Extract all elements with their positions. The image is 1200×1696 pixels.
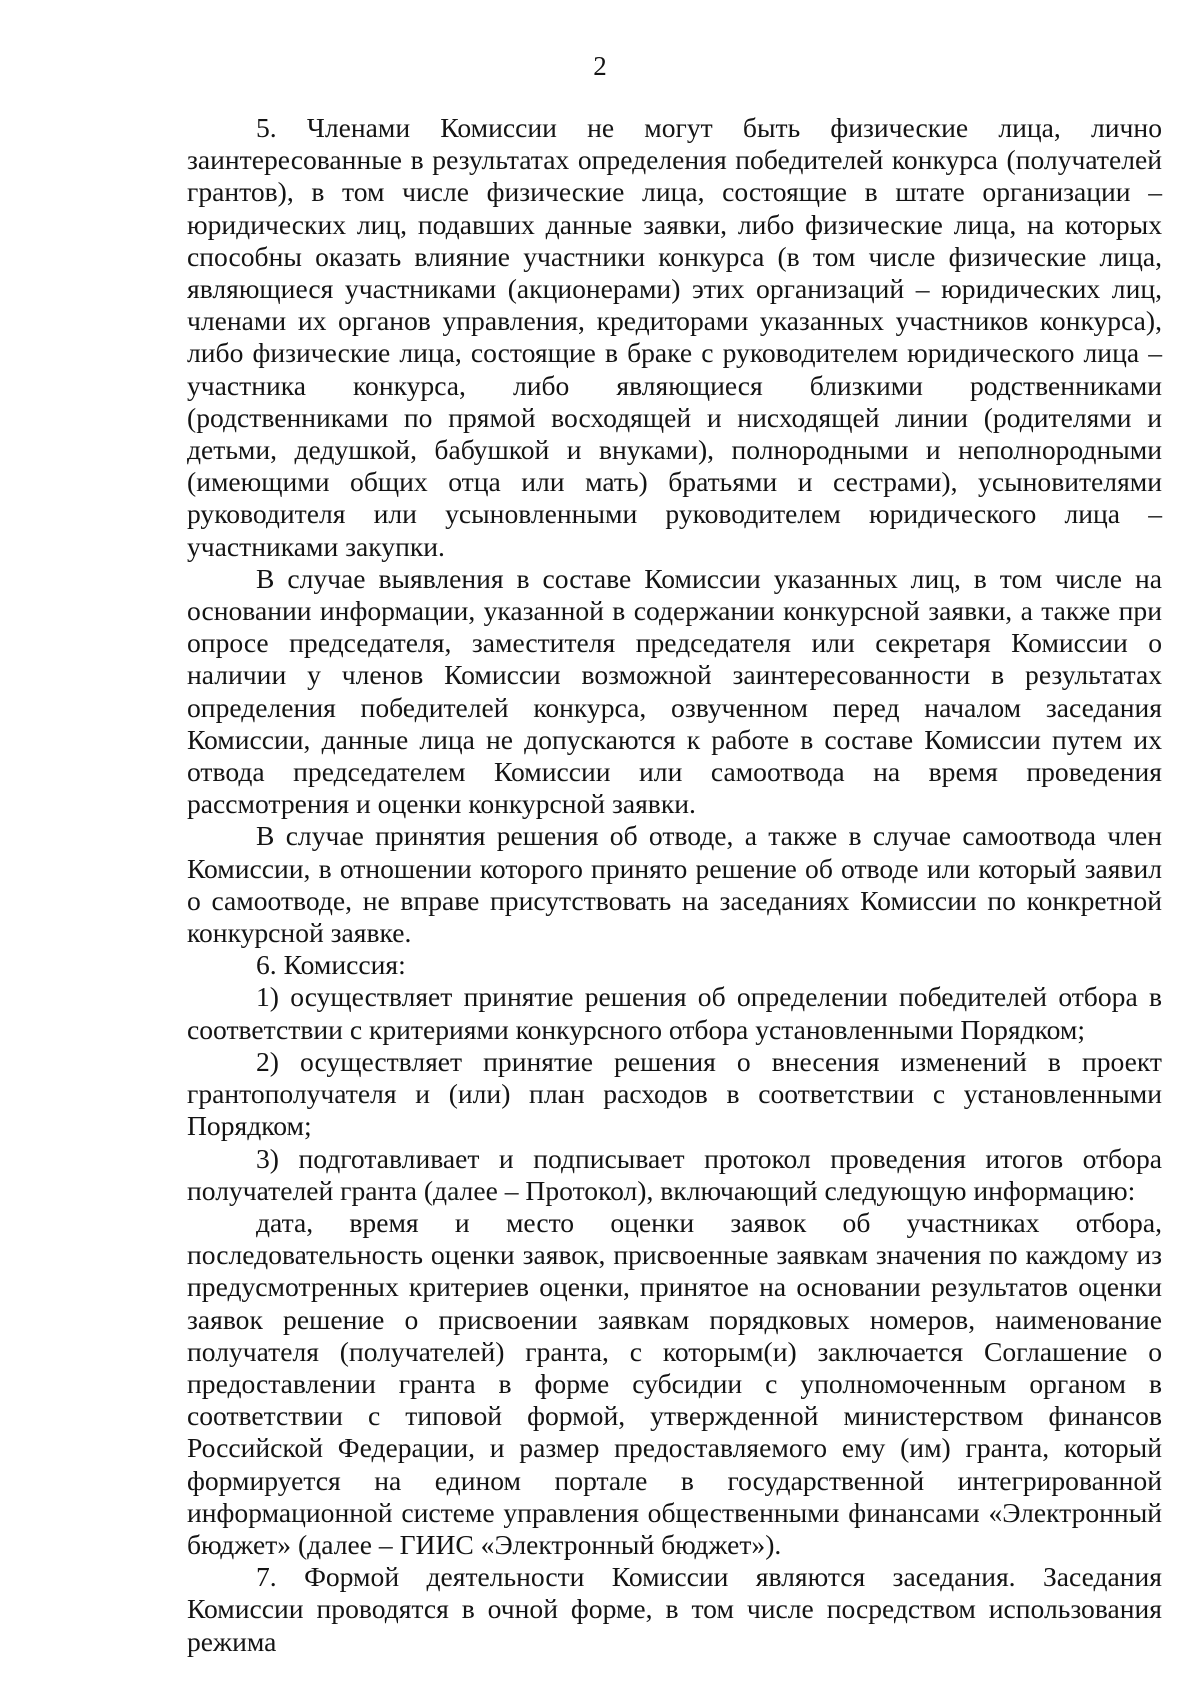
paragraph-protocol-contents: дата, время и место оценки заявок об участниках отбора, последовательность оценки заявок, присвоенные заявкам значения по каждому из предусмотренных критериев оценки, принятое на основании результатов оценки заявок решение о присвоении заявкам порядковых номеров, наименование получателя (получателей) гранта, с которым(и) заключается Соглашение о предоставлении гранта в форме субсидии с уполномоченным органом в соответствии с типовой формой, утвержденной министерством финансов Российской Федерации, и размер предоставляемого ему (им) гранта, который формируется на едином портале в государственной интегрированной информационной системе управления общественными финансами «Электронный бюджет» (далее – ГИИС «Электронный бюджет»). bbox=[187, 1206, 1162, 1560]
list-item-2-project-changes: 2) осуществляет принятие решения о внесения изменений в проект грантополучателя и (или) план расходов в соответствии с установленными Порядком; bbox=[187, 1045, 1162, 1142]
paragraph-conflict-detection: В случае выявления в составе Комиссии указанных лиц, в том числе на основании информации, указанной в содержании конкурсной заявки, а также при опросе председателя, заместителя председателя или секретаря Комиссии о наличии у членов Комиссии возможной заинтересованности в результатах определения победителей конкурса, озвученном перед началом заседания Комиссии, данные лица не допускаются к работе в составе Комиссии путем их отвода председателем Комиссии или самоотвода на время проведения рассмотрения и оценки конкурсной заявки. bbox=[187, 562, 1162, 820]
list-item-3-protocol: 3) подготавливает и подписывает протокол проведения итогов отбора получателей гранта (далее – Протокол), включающий следующую информацию: bbox=[187, 1142, 1162, 1206]
page-number: 2 bbox=[593, 51, 607, 81]
list-item-1-winners-decision: 1) осуществляет принятие решения об определении победителей отбора в соответствии с критериями конкурсного отбора установленными Порядком; bbox=[187, 981, 1162, 1045]
paragraph-5-commission-members: 5. Членами Комиссии не могут быть физические лица, лично заинтересованные в результатах определения победителей конкурса (получателей грантов), в том числе физические лица, состоящие в штате организации – юридических лиц, подавших данные заявки, либо физические лица, на которых способны оказать влияние участники конкурса (в том числе физические лица, являющиеся участниками (акционерами) этих организаций – юридических лиц, членами их органов управления, кредиторами указанных участников конкурса), либо физические лица, состоящие в браке с руководителем юридического лица – участника конкурса, либо являющиеся близкими родственниками (родственниками по прямой восходящей и нисходящей линии (родителями и детьми, дедушкой, бабушкой и внуками), полнородными и неполнородными (имеющими общих отца или мать) братьями и сестрами), усыновителями руководителя или усыновленными руководителем юридического лица – участниками закупки. bbox=[187, 112, 1162, 562]
paragraph-6-commission-heading: 6. Комиссия: bbox=[256, 949, 406, 981]
paragraph-7-meeting-form: 7. Формой деятельности Комиссии являются заседания. Заседания Комиссии проводятся в очной форме, в том числе посредством использования режима bbox=[187, 1561, 1162, 1657]
paragraph-recusal-decision: В случае принятия решения об отводе, а также в случае самоотвода член Комиссии, в отношении которого принято решение об отводе или который заявил о самоотводе, не вправе присутствовать на заседаниях Комиссии по конкретной конкурсной заявке. bbox=[187, 820, 1162, 949]
document-body bbox=[187, 112, 1162, 1658]
